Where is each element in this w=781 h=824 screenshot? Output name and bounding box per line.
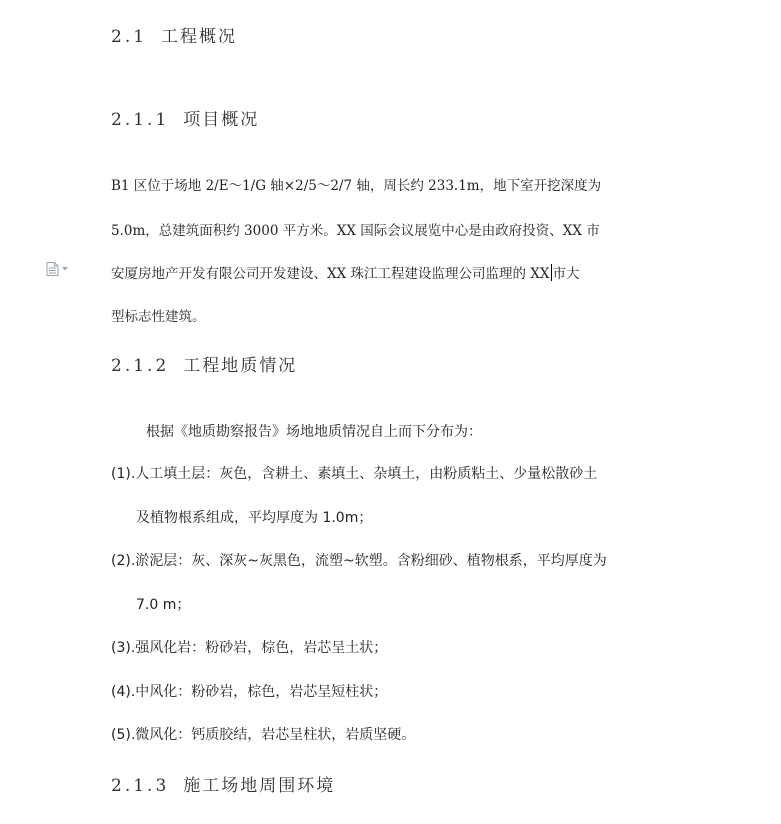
geology-item-1-line-2[interactable]: 及植物根系组成，平均厚度为 1.0m； [136, 510, 373, 526]
heading-number: 2.1.3 [111, 776, 170, 796]
project-line-3-end: 市大 [552, 266, 580, 282]
geology-item-3[interactable]: (3).强风化岩：粉砂岩，棕色，岩芯呈土状； [111, 640, 388, 656]
geology-item-2-line-2[interactable]: 7.0 m； [136, 597, 191, 613]
project-line-4[interactable]: 型标志性建筑。 [111, 309, 206, 325]
heading-2-1-1 [111, 105, 259, 130]
project-line-3[interactable] [111, 262, 580, 282]
text-cursor [551, 264, 552, 281]
heading-2-1 [111, 22, 237, 47]
geology-item-4[interactable]: (4).中风化：粉砂岩，棕色，岩芯呈短柱状； [111, 684, 388, 700]
heading-number: 2.1.1 [111, 110, 170, 130]
project-line-3-text: 安厦房地产开发有限公司开发建设、XX 珠江工程建设监理公司监理的 XX [111, 266, 550, 282]
heading-title: 工程概况 [161, 27, 238, 47]
paragraph-menu-icon [46, 262, 59, 276]
heading-title: 项目概况 [183, 110, 260, 130]
project-line-1[interactable]: B1 区位于场地 2/E～1/G 轴×2/5～2/7 轴，周长约 233.1m，地下室开挖深度为 [111, 178, 602, 194]
geology-item-2-line-1[interactable]: (2).淤泥层：灰、深灰~灰黑色，流塑~软塑。含粉细砂、植物根系，平均厚度为 [111, 553, 607, 569]
heading-2-1-2 [111, 351, 297, 376]
heading-title: 工程地质情况 [183, 356, 298, 376]
heading-2-1-3 [111, 771, 335, 796]
heading-number: 2.1 [111, 27, 148, 47]
paragraph-menu-button[interactable] [46, 262, 72, 276]
heading-number: 2.1.2 [111, 356, 170, 376]
dropdown-arrow-icon [62, 267, 68, 271]
geology-intro[interactable]: 根据《地质勘察报告》场地地质情况自上而下分布为： [146, 424, 482, 440]
heading-title: 施工场地周围环境 [183, 776, 336, 796]
project-line-2[interactable]: 5.0m，总建筑面积约 3000 平方米。XX 国际会议展览中心是由政府投资、XX 市 [111, 223, 600, 239]
geology-item-1-line-1[interactable]: (1).人工填土层：灰色，含耕土、素填土、杂填土，由粉质粘土、少量松散砂土 [111, 466, 598, 482]
geology-item-5[interactable]: (5).微风化：钙质胶结，岩芯呈柱状，岩质坚硬。 [111, 727, 416, 743]
